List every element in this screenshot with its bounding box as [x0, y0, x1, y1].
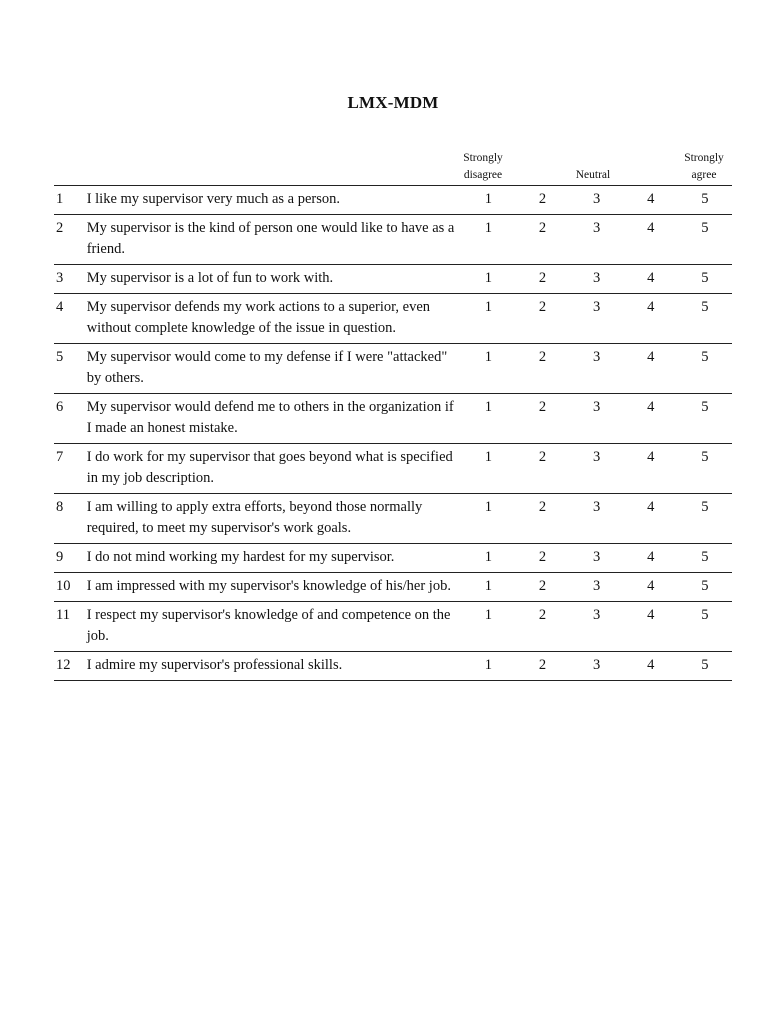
rating-option-1[interactable]: 1 [484, 349, 492, 365]
item-number: 7 [56, 449, 64, 465]
rating-option-4[interactable]: 4 [647, 270, 655, 286]
rating-option-3[interactable]: 3 [593, 299, 601, 315]
item-statement: My supervisor is a lot of fun to work with. [86, 270, 334, 286]
rating-option-5[interactable]: 5 [701, 299, 709, 315]
rating-option-4[interactable]: 4 [647, 549, 655, 565]
rating-option-5[interactable]: 5 [701, 220, 709, 236]
items-body [54, 186, 732, 681]
item-statement: I like my supervisor very much as a person. [86, 191, 340, 207]
rating-option-4[interactable]: 4 [647, 449, 655, 465]
rating-option-3[interactable]: 3 [593, 349, 601, 365]
rating-option-2[interactable]: 2 [538, 349, 547, 365]
rating-option-3[interactable]: 3 [593, 270, 601, 286]
rating-option-5[interactable]: 5 [701, 499, 709, 515]
rating-option-1[interactable]: 1 [484, 449, 492, 465]
rating-option-5[interactable]: 5 [701, 549, 709, 565]
item-row [54, 215, 732, 265]
rating-option-5[interactable]: 5 [701, 578, 709, 594]
rating-option-4[interactable]: 4 [647, 191, 655, 207]
rating-option-5[interactable]: 5 [701, 349, 709, 365]
rating-option-3[interactable]: 3 [593, 499, 601, 515]
item-statement: I do not mind working my hardest for my supervisor. [86, 549, 395, 565]
rating-option-3[interactable]: 3 [593, 657, 601, 673]
rating-option-5[interactable]: 5 [701, 607, 709, 623]
rating-option-5[interactable]: 5 [701, 191, 709, 207]
rating-option-1[interactable]: 1 [484, 578, 492, 594]
item-row [54, 265, 732, 294]
rating-option-4[interactable]: 4 [647, 607, 655, 623]
rating-option-1[interactable]: 1 [484, 270, 492, 286]
item-number: 1 [56, 191, 64, 207]
item-number: 5 [56, 349, 64, 365]
item-number: 10 [56, 578, 71, 594]
item-number: 3 [56, 270, 64, 286]
rating-option-1[interactable]: 1 [484, 191, 492, 207]
rating-option-5[interactable]: 5 [701, 657, 709, 673]
rating-option-3[interactable]: 3 [593, 399, 601, 415]
rating-option-1[interactable]: 1 [484, 657, 492, 673]
item-statement: I respect my supervisor's knowledge of and competence on the job. [86, 607, 451, 644]
item-statement: I admire my supervisor's professional skills. [86, 657, 343, 673]
item-row [54, 394, 732, 444]
rating-option-1[interactable]: 1 [484, 607, 492, 623]
rating-option-2[interactable]: 2 [538, 220, 547, 236]
item-row [54, 294, 732, 344]
item-row [54, 652, 732, 681]
rating-option-3[interactable]: 3 [593, 191, 601, 207]
item-number: 9 [56, 549, 64, 565]
rating-option-1[interactable]: 1 [484, 299, 492, 315]
rating-option-4[interactable]: 4 [647, 499, 655, 515]
scale-header [0, 150, 768, 186]
item-row [54, 602, 732, 652]
rating-option-2[interactable]: 2 [538, 299, 547, 315]
rating-option-5[interactable]: 5 [701, 399, 709, 415]
rating-option-2[interactable]: 2 [538, 607, 547, 623]
rating-option-2[interactable]: 2 [538, 191, 547, 207]
rating-option-2[interactable]: 2 [538, 657, 547, 673]
rating-option-1[interactable]: 1 [484, 220, 492, 236]
rating-option-2[interactable]: 2 [538, 578, 547, 594]
item-statement: I do work for my supervisor that goes beyond what is specified in my job description. [86, 449, 453, 486]
rating-option-2[interactable]: 2 [538, 499, 547, 515]
items-table [54, 185, 732, 681]
item-number: 2 [56, 220, 64, 236]
page-title: LMX-MDM [347, 93, 439, 112]
rating-option-3[interactable]: 3 [593, 578, 601, 594]
item-row [54, 444, 732, 494]
item-row [54, 494, 732, 544]
item-statement: My supervisor would come to my defense if I were "attacked" by others. [86, 349, 448, 386]
rating-option-2[interactable]: 2 [538, 549, 547, 565]
scale-label-strongly-disagree: Strongly disagree [463, 152, 503, 181]
item-statement: My supervisor would defend me to others in the organization if I made an honest mistake. [86, 399, 454, 436]
rating-option-3[interactable]: 3 [593, 449, 601, 465]
item-number: 4 [56, 299, 64, 315]
rating-option-4[interactable]: 4 [647, 299, 655, 315]
rating-option-1[interactable]: 1 [484, 399, 492, 415]
scale-label-strongly-agree: Strongly agree [684, 152, 724, 181]
rating-option-5[interactable]: 5 [701, 270, 709, 286]
rating-option-4[interactable]: 4 [647, 220, 655, 236]
item-statement: My supervisor defends my work actions to a superior, even without complete knowledge of the issue in question. [86, 299, 431, 336]
item-statement: My supervisor is the kind of person one would like to have as a friend. [86, 220, 455, 257]
item-row [54, 344, 732, 394]
item-number: 11 [56, 607, 70, 623]
rating-option-1[interactable]: 1 [484, 499, 492, 515]
item-number: 8 [56, 499, 64, 515]
item-statement: I am willing to apply extra efforts, beyond those normally required, to meet my supervisor's work goals. [86, 499, 423, 536]
rating-option-3[interactable]: 3 [593, 549, 601, 565]
rating-option-4[interactable]: 4 [647, 657, 655, 673]
rating-option-3[interactable]: 3 [593, 607, 601, 623]
item-statement: I am impressed with my supervisor's knowledge of his/her job. [86, 578, 451, 594]
rating-option-2[interactable]: 2 [538, 399, 547, 415]
rating-option-4[interactable]: 4 [647, 399, 655, 415]
rating-option-2[interactable]: 2 [538, 449, 547, 465]
rating-option-4[interactable]: 4 [647, 349, 655, 365]
rating-option-3[interactable]: 3 [593, 220, 601, 236]
rating-option-4[interactable]: 4 [647, 578, 655, 594]
item-row [54, 573, 732, 602]
item-row [54, 544, 732, 573]
rating-option-5[interactable]: 5 [701, 449, 709, 465]
item-number: 12 [56, 657, 71, 673]
rating-option-1[interactable]: 1 [484, 549, 492, 565]
item-number: 6 [56, 399, 64, 415]
rating-option-2[interactable]: 2 [538, 270, 547, 286]
item-row [54, 186, 732, 215]
scale-label-neutral: Neutral [575, 169, 611, 181]
